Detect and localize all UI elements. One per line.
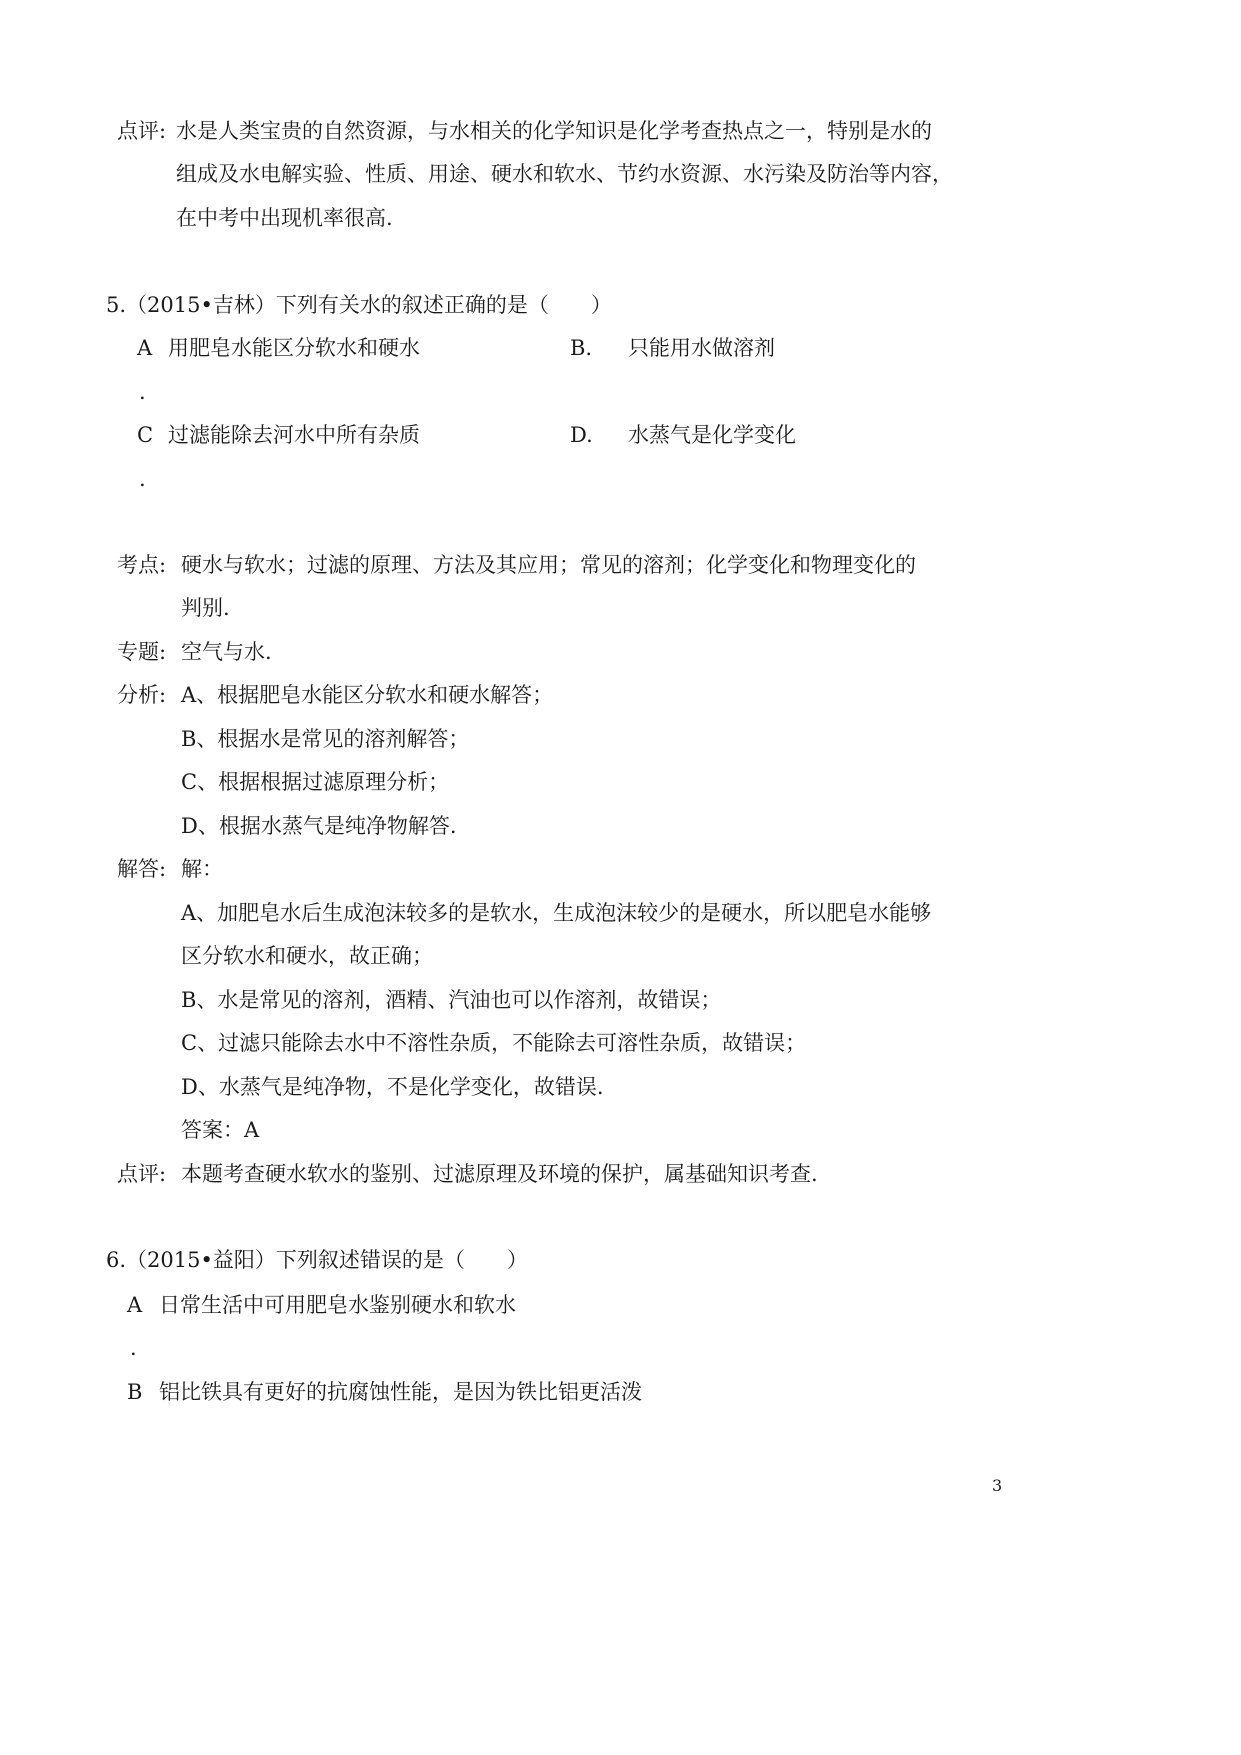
q6-option-a-dot: . (130, 1336, 137, 1360)
q5-zhuanti-text: 空气与水. (181, 640, 272, 664)
q5-option-c-letter: C (137, 423, 154, 447)
q5-jieda-label: 解答: (117, 857, 167, 881)
q5-option-c-dot: . (139, 467, 146, 491)
q5-jieda-line-6: D、水蒸气是纯净物，不是化学变化，故错误. (181, 1075, 604, 1099)
q5-answer: 答案：A (181, 1118, 260, 1142)
q5-kaodian-line-2: 判别. (181, 596, 230, 620)
q5-jieda-line-2: A、加肥皂水后生成泡沫较多的是软水，生成泡沫较少的是硬水，所以肥皂水能够 (181, 901, 932, 925)
q6-option-b-letter: B (127, 1380, 143, 1404)
review-line-2: 组成及水电解实验、性质、用途、硬水和软水、节约水资源、水污染及防治等内容， (176, 162, 953, 186)
q5-jieda-line-3: 区分软水和硬水，故正确； (181, 944, 433, 968)
q5-kaodian-line-1: 硬水与软水；过滤的原理、方法及其应用；常见的溶剂；化学变化和物理变化的 (181, 553, 916, 577)
review-line-3: 在中考中出现机率很高. (176, 206, 393, 230)
review-line-1: 水是人类宝贵的自然资源，与水相关的化学知识是化学考查热点之一，特别是水的 (176, 119, 932, 143)
q5-dianping-label: 点评: (117, 1162, 167, 1186)
q5-option-c-text: 过滤能除去河水中所有杂质 (168, 423, 420, 447)
q6-option-b-text: 铝比铁具有更好的抗腐蚀性能，是因为铁比铝更活泼 (159, 1380, 642, 1404)
q6-option-a-text: 日常生活中可用肥皂水鉴别硬水和软水 (159, 1293, 516, 1317)
q6-stem: 6.（2015•益阳）下列叙述错误的是（ ） (106, 1248, 528, 1272)
q5-option-b-text: 只能用水做溶剂 (628, 336, 775, 360)
q5-fenxi-label: 分析: (117, 683, 167, 707)
q5-option-a-letter: A (137, 336, 153, 360)
page-number: 3 (992, 1476, 1003, 1495)
q5-stem: 5.（2015•吉林）下列有关水的叙述正确的是（ ） (106, 293, 612, 317)
q5-fenxi-line-3: C、根据根据过滤原理分析； (181, 770, 450, 794)
q5-jieda-line-4: B、水是常见的溶剂，酒精、汽油也可以作溶剂，故错误； (181, 988, 722, 1012)
q5-fenxi-line-1: A、根据肥皂水能区分软水和硬水解答； (181, 683, 554, 707)
review-label: 点评: (117, 119, 167, 143)
q5-jieda-line-5: C、过滤只能除去水中不溶性杂质，不能除去可溶性杂质，故错误； (181, 1031, 807, 1055)
q5-kaodian-label: 考点: (117, 553, 167, 577)
q5-option-a-text: 用肥皂水能区分软水和硬水 (168, 336, 420, 360)
q5-option-b-letter: B. (570, 336, 593, 360)
q5-zhuanti-label: 专题: (117, 640, 167, 664)
q5-dianping-text: 本题考查硬水软水的鉴别、过滤原理及环境的保护，属基础知识考查. (181, 1162, 818, 1186)
q5-option-a-dot: . (139, 380, 146, 404)
q5-fenxi-line-4: D、根据水蒸气是纯净物解答. (181, 814, 457, 838)
q5-fenxi-line-2: B、根据水是常见的溶剂解答； (181, 727, 470, 751)
q5-option-d-letter: D. (570, 423, 593, 447)
q6-option-a-letter: A (127, 1293, 143, 1317)
q5-option-d-text: 水蒸气是化学变化 (628, 423, 796, 447)
q5-jieda-line-1: 解： (181, 857, 223, 881)
